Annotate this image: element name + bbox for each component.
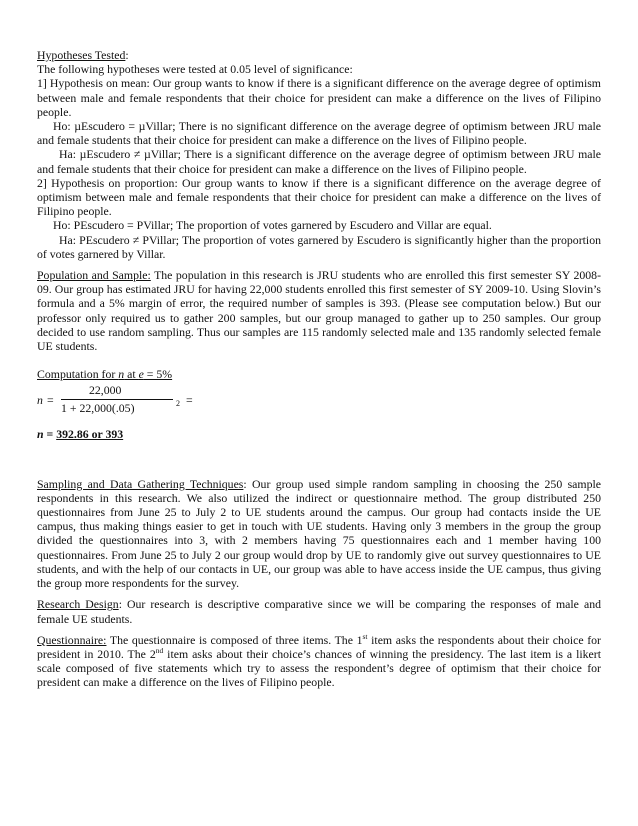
questionnaire-part1: The questionnaire is composed of three items. The 1 (106, 632, 363, 647)
hypothesis-2-alt: Ha: PEscudero ≠ PVillar; The proportion of votes garnered by Escudero is significantly higher than the proportion of votes garnered by Villar. (37, 232, 601, 261)
questionnaire-sup2: nd (155, 645, 164, 655)
hypothesis-1: 1] Hypothesis on mean: Our group wants to know if there is a significant difference on the average degree of optimism between male and female respondents that their choice for president can make a difference on the lives of Filipino people. (37, 76, 601, 119)
formula-lhs: n (37, 393, 43, 408)
computation-result (37, 427, 601, 441)
questionnaire-part2: item asks the respondents about their choice for president in 2010. The 2 (37, 632, 601, 661)
hypothesis-2: 2] Hypothesis on proportion: Our group wants to know if there is a significant difference on the average degree of optimism between male and female respondents that their choice for president can make a difference on the lives of Filipino people. (37, 175, 601, 219)
questionnaire-part3: item asks about their choice’s chances of winning the presidency. The last item is a likert scale composed of five statements which try to assess the respondent’s degree of optimism that their choice for president can make a difference on the lives of Filipino people. (37, 646, 601, 690)
formula-exponent: 2 (176, 399, 180, 409)
hypothesis-2-null: Ho: PEscudero = PVillar; The proportion of votes garnered by Escudero and Villar are equal. (53, 218, 492, 233)
formula-equals-right: = (186, 393, 193, 408)
hypothesis-1-alt: Ha: µEscudero ≠ µVillar; There is a significant difference on the average degree of optimism between JRU male and female students that their choice for president can make a difference on the lives of Filipino people. (37, 147, 601, 176)
slovin-formula (37, 383, 601, 423)
document-page (37, 48, 601, 690)
sampling-body: : Our group used simple random sampling in choosing the 250 sample respondents in this research. We also utilized the indirect or questionnaire method. The group distributed 250 questionnaires from June 25 to July 2 to UE students around the campus. Our group had contacts inside the UE campus, thus making things easier to get in touch with UE students. Having only 3 members in the group the group divided the questionnaires into 3, with 2 members having 75 questionnaires each and 1 member having 100 questionnaires. From June 25 to July 2 our group would drop by UE to randomly give out survey questionnaires to UE students, and with the help of our contacts in UE, our group was able to have access inside the UE campus, thus giving the group more respondents for the survey. (37, 476, 601, 591)
result-value: 392.86 or 393 (56, 427, 124, 442)
research-design-heading: Research Design (37, 597, 119, 612)
sampling-heading: Sampling and Data Gathering Techniques (37, 476, 244, 491)
computation-heading-pre: Computation for (37, 367, 119, 382)
population-paragraph (37, 268, 601, 353)
hypotheses-intro: The following hypotheses were tested at 0.05 level of significance: (37, 62, 353, 77)
sampling-paragraph (37, 477, 601, 591)
population-body: The population in this research is JRU students who are enrolled this first semester SY 2008-09. Our group has estimated JRU for having 22,000 students enrolled this first semester of SY 2009-10. Using Slovin’s formula and a 5% margin of error, the required number of samples is 393. (Please see computation below.) But our professor only required us to gather 200 samples, but our group managed to gather up to 250 samples. Our group decided to use random sampling. Thus our samples are 115 randomly selected male and 135 randomly selected female UE students. (37, 268, 602, 354)
result-eq: = (43, 427, 57, 442)
computation-heading-mid: at (124, 367, 139, 382)
computation-heading-e: e (138, 367, 144, 382)
hypothesis-1-null: Ho: µEscudero = µVillar; There is no significant difference on the average degree of optimism between JRU male and female students that their choice for president can make a difference on the lives of Filipino people. (37, 119, 601, 148)
questionnaire-heading: Questionnaire: (37, 632, 107, 647)
hypotheses-heading-line (37, 48, 601, 62)
questionnaire-sup1: st (362, 631, 368, 641)
hypotheses-heading-colon: : (125, 48, 129, 62)
computation-heading-post: = 5% (143, 367, 173, 382)
questionnaire-paragraph (37, 633, 601, 690)
hypotheses-heading: Hypotheses Tested (37, 48, 126, 62)
result-label: n (37, 427, 44, 442)
research-design-body: : Our research is descriptive comparative since we will be comparing the responses of male and female UE students. (37, 597, 601, 626)
research-design-paragraph (37, 597, 601, 625)
computation-heading (37, 367, 601, 381)
computation-heading-n: n (118, 367, 125, 382)
fraction-bar (61, 399, 173, 400)
formula-equals: = (47, 393, 54, 408)
population-heading: Population and Sample: (37, 268, 151, 283)
formula-numerator: 22,000 (89, 383, 122, 398)
formula-denominator: 1 + 22,000(.05) (61, 401, 135, 416)
